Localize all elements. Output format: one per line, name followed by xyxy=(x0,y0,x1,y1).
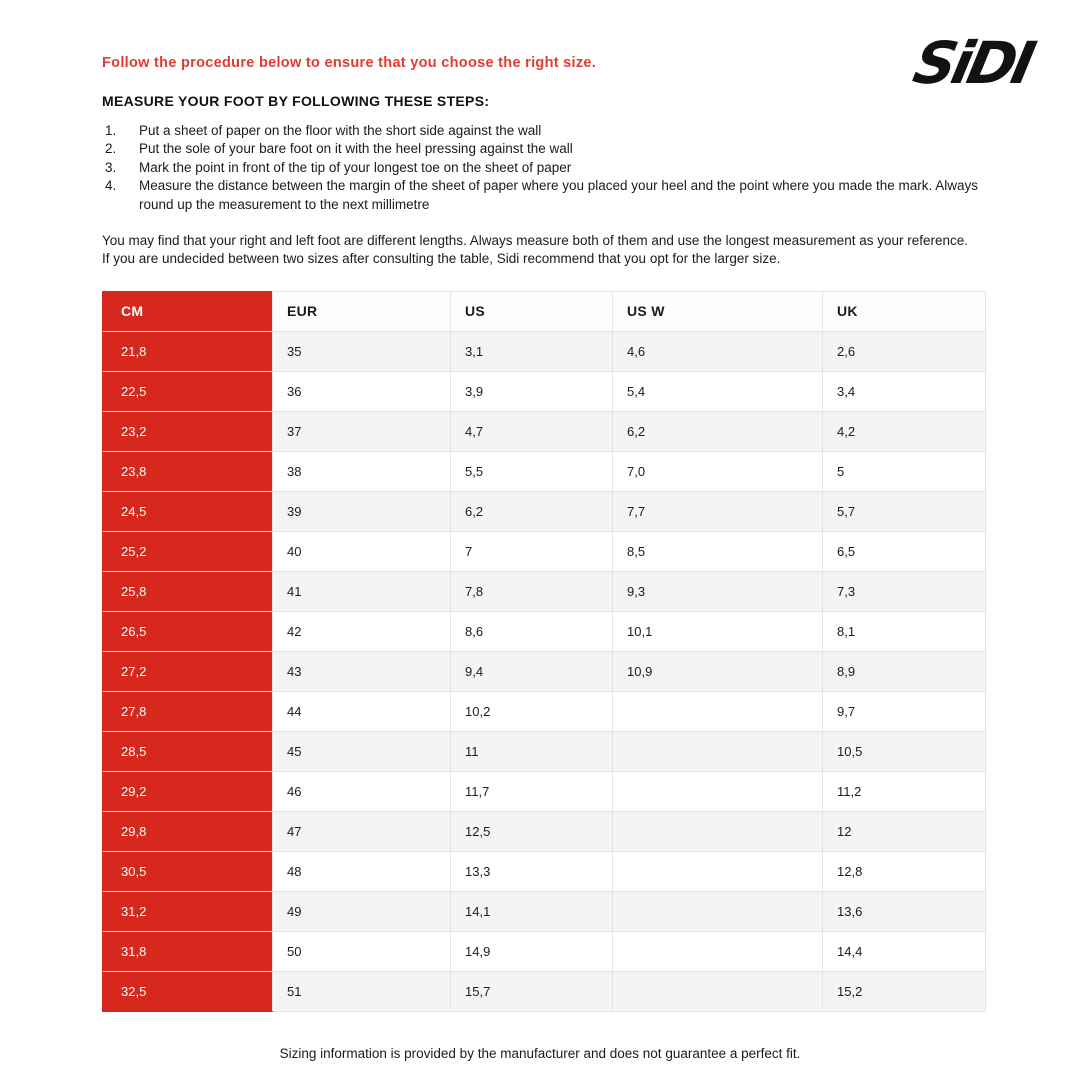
cell-eur: 43 xyxy=(273,651,451,691)
cell-uk: 11,2 xyxy=(823,771,986,811)
sidi-logo: SiDI xyxy=(907,29,1038,97)
cell-us: 11,7 xyxy=(451,771,613,811)
cell-us-w xyxy=(613,851,823,891)
cell-uk: 8,1 xyxy=(823,611,986,651)
table-row xyxy=(103,531,986,571)
column-header-us: US xyxy=(451,291,613,331)
table-row xyxy=(103,571,986,611)
cell-cm: 27,8 xyxy=(103,691,273,731)
cell-eur: 38 xyxy=(273,451,451,491)
cell-eur: 49 xyxy=(273,891,451,931)
size-table xyxy=(102,291,986,1012)
cell-uk: 15,2 xyxy=(823,971,986,1011)
cell-us-w: 7,0 xyxy=(613,451,823,491)
header-row xyxy=(103,291,986,331)
step-text: Put a sheet of paper on the floor with the short side against the wall xyxy=(139,123,542,138)
cell-eur: 47 xyxy=(273,811,451,851)
cell-us: 9,4 xyxy=(451,651,613,691)
cell-uk: 12,8 xyxy=(823,851,986,891)
step-text: Measure the distance between the margin of the sheet of paper where you placed your heel and the point where you made the mark. Always round up the measurement to the next millimetre xyxy=(139,178,979,212)
cell-cm: 25,2 xyxy=(103,531,273,571)
table-row xyxy=(103,331,986,371)
cell-us-w xyxy=(613,971,823,1011)
column-header-eur: EUR xyxy=(273,291,451,331)
cell-us: 14,9 xyxy=(451,931,613,971)
cell-us-w xyxy=(613,811,823,851)
step-text: Put the sole of your bare foot on it with the heel pressing against the wall xyxy=(139,141,573,157)
cell-cm: 27,2 xyxy=(103,651,273,691)
cell-uk: 14,4 xyxy=(823,931,986,971)
step-item xyxy=(102,122,985,140)
cell-eur: 36 xyxy=(273,371,451,411)
cell-cm: 25,8 xyxy=(103,571,273,611)
cell-us: 8,6 xyxy=(451,611,613,651)
cell-cm: 22,5 xyxy=(103,371,273,411)
cell-cm: 28,5 xyxy=(103,731,273,771)
table-row xyxy=(103,411,986,451)
cell-uk: 8,9 xyxy=(823,651,986,691)
cell-cm: 23,2 xyxy=(103,411,273,451)
table-row xyxy=(103,771,986,811)
cell-us-w xyxy=(613,891,823,931)
step-number: 4. xyxy=(105,178,117,194)
step-item xyxy=(102,159,985,177)
cell-us-w xyxy=(613,691,823,731)
cell-uk: 10,5 xyxy=(823,731,986,771)
cell-eur: 45 xyxy=(273,731,451,771)
cell-us: 3,9 xyxy=(451,371,613,411)
cell-us-w xyxy=(613,931,823,971)
cell-uk: 13,6 xyxy=(823,891,986,931)
cell-eur: 41 xyxy=(273,571,451,611)
cell-cm: 21,8 xyxy=(103,331,273,371)
note-line: If you are undecided between two sizes after consulting the table, Sidi recommend that you opt for the larger size. xyxy=(102,251,781,267)
table-row xyxy=(103,371,986,411)
cell-us-w: 10,1 xyxy=(613,611,823,651)
cell-us-w xyxy=(613,771,823,811)
cell-us: 3,1 xyxy=(451,331,613,371)
column-header-cm: CM xyxy=(103,291,273,331)
disclaimer-footer: Sizing information is provided by the manufacturer and does not guarantee a perfect fit. xyxy=(279,1046,801,1061)
cell-eur: 46 xyxy=(273,771,451,811)
notes-block xyxy=(102,232,985,269)
cell-us-w xyxy=(613,731,823,771)
cell-uk: 7,3 xyxy=(823,571,986,611)
cell-eur: 51 xyxy=(273,971,451,1011)
cell-us-w: 9,3 xyxy=(613,571,823,611)
table-row xyxy=(103,491,986,531)
measurement-steps-list xyxy=(102,122,985,214)
size-table-head xyxy=(103,291,986,331)
cell-cm: 31,8 xyxy=(103,931,273,971)
cell-us: 15,7 xyxy=(451,971,613,1011)
cell-us: 7 xyxy=(451,531,613,571)
cell-us-w: 10,9 xyxy=(613,651,823,691)
cell-cm: 23,8 xyxy=(103,451,273,491)
procedure-headline: Follow the procedure below to ensure that you choose the right size. xyxy=(102,55,597,71)
table-row xyxy=(103,931,986,971)
step-text: Mark the point in front of the tip of your longest toe on the sheet of paper xyxy=(139,159,572,175)
table-row xyxy=(103,971,986,1011)
step-number: 1. xyxy=(105,123,117,138)
step-item xyxy=(102,140,985,158)
section-title: MEASURE YOUR FOOT BY FOLLOWING THESE STEPS: xyxy=(102,93,490,109)
cell-eur: 44 xyxy=(273,691,451,731)
cell-us: 7,8 xyxy=(451,571,613,611)
note-line: You may find that your right and left foot are different lengths. Always measure both of them and use the longest measurement as your reference. xyxy=(102,233,969,249)
cell-us-w: 4,6 xyxy=(613,331,823,371)
cell-us-w: 8,5 xyxy=(613,531,823,571)
cell-cm: 26,5 xyxy=(103,611,273,651)
cell-eur: 48 xyxy=(273,851,451,891)
cell-uk: 3,4 xyxy=(823,371,986,411)
size-table-body xyxy=(103,331,986,1011)
table-row xyxy=(103,611,986,651)
table-row xyxy=(103,651,986,691)
main-content xyxy=(102,0,985,1012)
cell-eur: 37 xyxy=(273,411,451,451)
cell-uk: 2,6 xyxy=(823,331,986,371)
cell-eur: 35 xyxy=(273,331,451,371)
cell-uk: 5,7 xyxy=(823,491,986,531)
cell-cm: 31,2 xyxy=(103,891,273,931)
cell-eur: 42 xyxy=(273,611,451,651)
column-header-uk: UK xyxy=(823,291,986,331)
step-item xyxy=(102,177,985,214)
cell-eur: 39 xyxy=(273,491,451,531)
step-number: 3. xyxy=(105,159,117,175)
cell-us: 5,5 xyxy=(451,451,613,491)
table-row xyxy=(103,851,986,891)
table-row xyxy=(103,691,986,731)
column-header-us-w: US W xyxy=(613,291,823,331)
table-row xyxy=(103,451,986,491)
cell-us-w: 6,2 xyxy=(613,411,823,451)
cell-us: 6,2 xyxy=(451,491,613,531)
cell-cm: 32,5 xyxy=(103,971,273,1011)
cell-us: 12,5 xyxy=(451,811,613,851)
cell-uk: 9,7 xyxy=(823,691,986,731)
cell-us-w: 7,7 xyxy=(613,491,823,531)
cell-uk: 5 xyxy=(823,451,986,491)
cell-us-w: 5,4 xyxy=(613,371,823,411)
cell-uk: 12 xyxy=(823,811,986,851)
table-row xyxy=(103,811,986,851)
cell-eur: 50 xyxy=(273,931,451,971)
cell-eur: 40 xyxy=(273,531,451,571)
cell-us: 11 xyxy=(451,731,613,771)
cell-us: 14,1 xyxy=(451,891,613,931)
cell-cm: 30,5 xyxy=(103,851,273,891)
step-number: 2. xyxy=(105,141,117,157)
cell-us: 10,2 xyxy=(451,691,613,731)
table-row xyxy=(103,891,986,931)
cell-uk: 4,2 xyxy=(823,411,986,451)
cell-cm: 29,2 xyxy=(103,771,273,811)
table-row xyxy=(103,731,986,771)
cell-us: 4,7 xyxy=(451,411,613,451)
cell-cm: 29,8 xyxy=(103,811,273,851)
cell-uk: 6,5 xyxy=(823,531,986,571)
cell-cm: 24,5 xyxy=(103,491,273,531)
cell-us: 13,3 xyxy=(451,851,613,891)
